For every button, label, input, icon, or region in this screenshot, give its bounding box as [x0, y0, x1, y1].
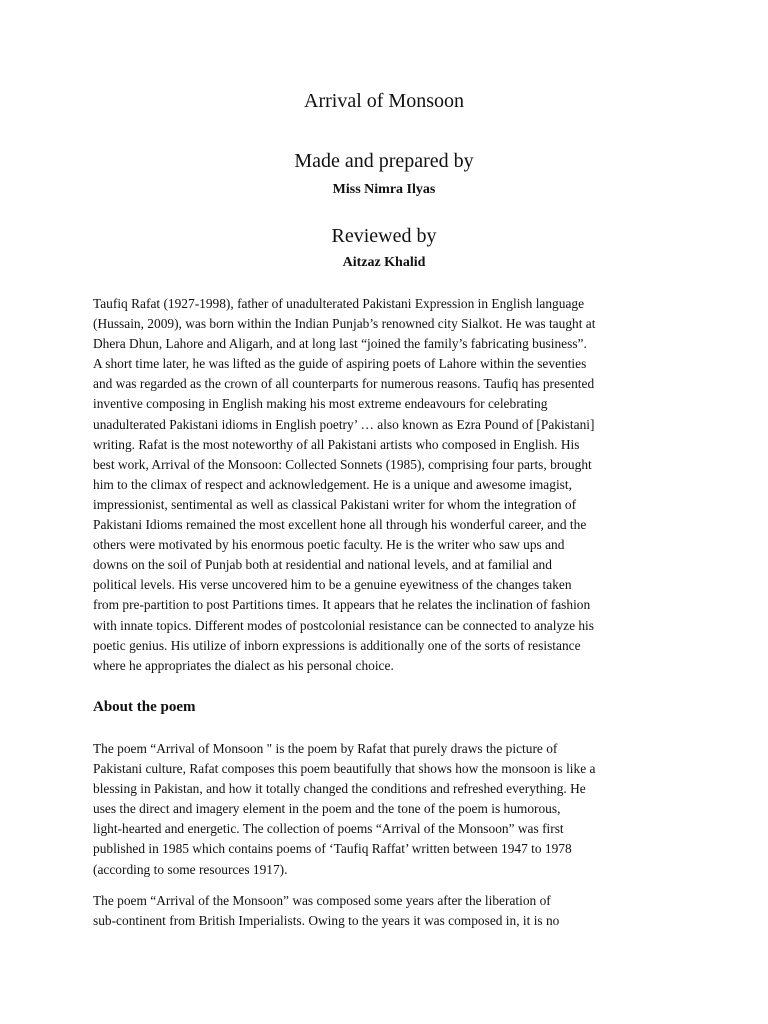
poem-paragraph: [93, 739, 683, 880]
paragraph-line: political levels. His verse uncovered him to be a genuine eyewitness of the changes taken: [93, 577, 572, 593]
composition-paragraph: [93, 891, 683, 931]
paragraph-line: Dhera Dhun, Lahore and Aligarh, and at long last “joined the family’s fabricating business”.: [93, 336, 587, 352]
paragraph-line: Taufiq Rafat (1927-1998), father of unadulterated Pakistani Expression in English language: [93, 296, 585, 311]
intro-paragraph: [93, 294, 683, 676]
paragraph-line: others were motivated by his enormous poetic faculty. He is the writer who saw ups and: [93, 537, 565, 553]
paragraph-line: unadulterated Pakistani idioms in English poetry’ … also known as Ezra Pound of [Pakistani]: [93, 416, 595, 432]
made-by-label: Made and prepared by: [294, 150, 474, 172]
paragraph-line: light-hearted and energetic. The collection of poems “Arrival of the Monsoon” was first: [93, 821, 564, 837]
paragraph-line: inventive composing in English making his most extreme endeavours for celebrating: [93, 396, 548, 412]
paragraph-line: where he appropriates the dialect as his personal choice.: [93, 657, 394, 673]
paragraph-line: best work, Arrival of the Monsoon: Collected Sonnets (1985), comprising four parts, brought: [93, 456, 592, 472]
section-heading: About the poem: [93, 699, 196, 715]
paragraph-line: him to the climax of respect and acknowledgement. He is a unique and awesome imagist,: [93, 476, 572, 492]
paragraph-line: (Hussain, 2009), was born within the Indian Punjab’s renowned city Sialkot. He was taught at: [93, 316, 596, 332]
paragraph-line: The poem “Arrival of Monsoon " is the poem by Rafat that purely draws the picture of: [93, 741, 558, 756]
paragraph-line: with innate topics. Different modes of postcolonial resistance can be connected to analyze his: [93, 617, 594, 633]
paragraph-line: from pre-partition to post Partitions times. It appears that he relates the inclination of fashion: [93, 597, 591, 613]
paragraph-line: impressionist, sentimental as well as classical Pakistani writer for whom the integration of: [93, 496, 577, 512]
paragraph-line: The poem “Arrival of the Monsoon” was composed some years after the liberation of: [93, 893, 551, 908]
paragraph-line: sub-continent from British Imperialists. Owing to the years it was composed in, it is no: [93, 913, 560, 929]
paragraph-line: A short time later, he was lifted as the guide of aspiring poets of Lahore within the seventies: [93, 356, 587, 372]
paragraph-line: Pakistani culture, Rafat composes this poem beautifully that shows how the monsoon is like a: [93, 761, 596, 777]
document-title: Arrival of Monsoon: [304, 90, 464, 112]
paragraph-line: Pakistani Idioms remained the most excellent hone all through his wonderful career, and the: [93, 517, 587, 533]
paragraph-line: uses the direct and imagery element in the poem and the tone of the poem is humorous,: [93, 801, 561, 817]
author-name: Miss Nimra Ilyas: [332, 182, 436, 197]
paragraph-line: (according to some resources 1917).: [93, 861, 288, 877]
paragraph-line: and was regarded as the crown of all counterparts for numerous reasons. Taufiq has presented: [93, 376, 595, 392]
paragraph-line: published in 1985 which contains poems of ‘Taufiq Raffat’ written between 1947 to 1978: [93, 841, 572, 857]
reviewer-name: Aitzaz Khalid: [342, 255, 426, 270]
paragraph-line: poetic genius. His utilize of inborn expressions is additionally one of the sorts of resistance: [93, 637, 581, 653]
paragraph-line: downs on the soil of Punjab both at residential and national levels, and at familial and: [93, 557, 552, 573]
paragraph-line: blessing in Pakistan, and how it totally changed the conditions and refreshed everything. He: [93, 781, 586, 797]
reviewed-by-label: Reviewed by: [331, 225, 437, 247]
paragraph-line: writing. Rafat is the most noteworthy of all Pakistani artists who composed in English. His: [93, 436, 580, 452]
